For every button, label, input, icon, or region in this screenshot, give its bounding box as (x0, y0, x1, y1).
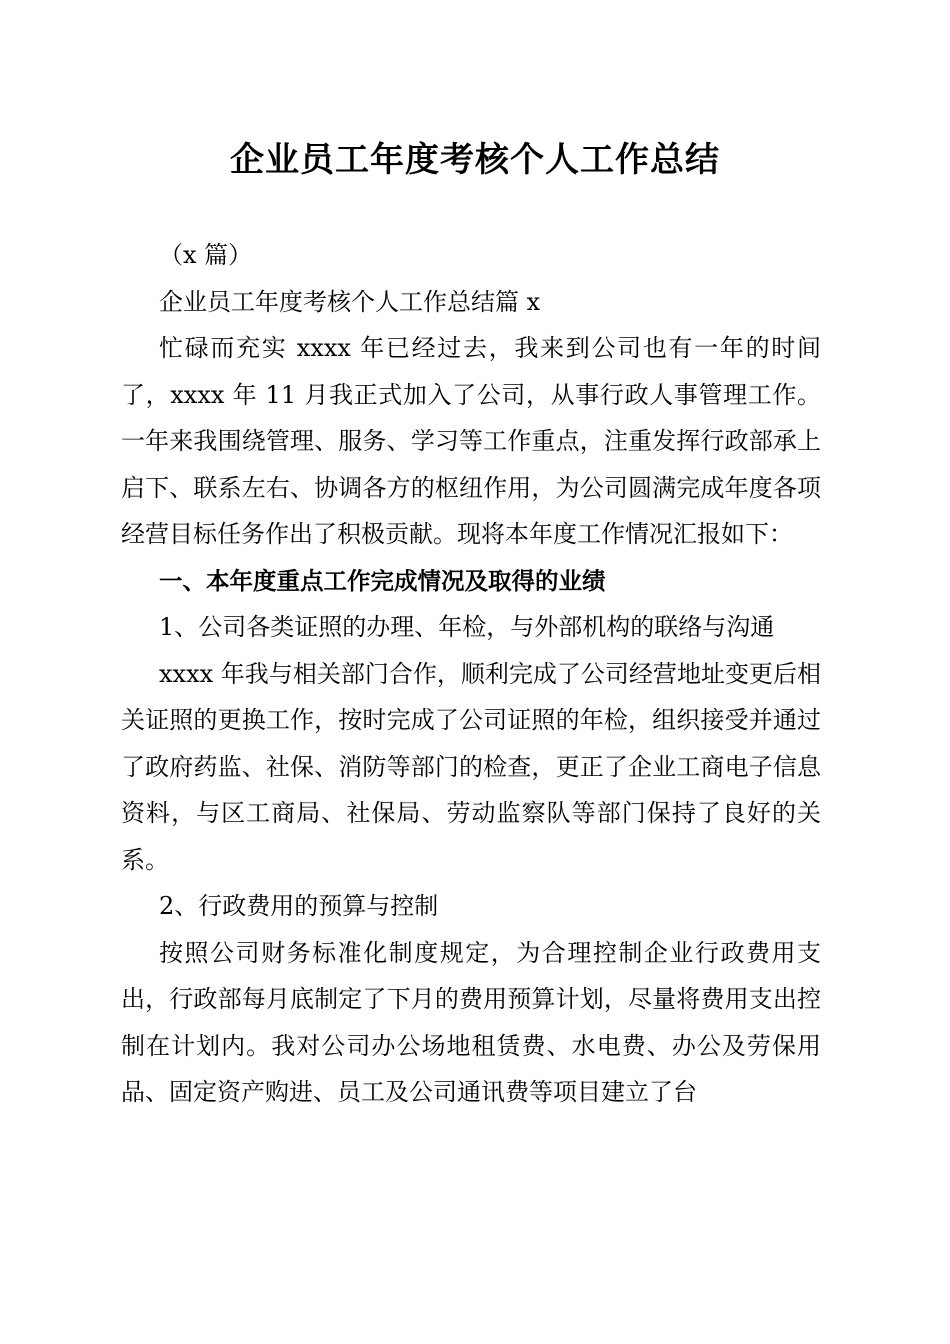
paragraph-subtitle: 企业员工年度考核个人工作总结篇 x (159, 287, 541, 316)
paragraph-item-2-body: 按照公司财务标准化制度规定，为合理控制企业行政费用支出，行政部每月底制定了下月的费用预算计划，尽量将费用支出控制在计划内。我对公司办公场地租赁费、水电费、办公及劳保用品、固定资产购进、员工及公司通讯费等项目建立了台 (121, 938, 821, 1106)
paragraph-item-1-body: xxxx 年我与相关部门合作，顺利完成了公司经营地址变更后相关证照的更换工作，按时完成了公司证照的年检，组织接受并通过了政府药监、社保、消防等部门的检查，更正了企业工商电子信息资料，与区工商局、社保局、劳动监察队等部门保持了良好的关系。 (121, 659, 821, 874)
paragraph-intro: 忙碌而充实 xxxx 年已经过去，我来到公司也有一年的时间了，xxxx 年 11 月我正式加入了公司，从事行政人事管理工作。一年来我围绕管理、服务、学习等工作重点，注重发挥行政部承上启下、联系左右、协调各方的枢纽作用，为公司圆满完成年度各项经营目标任务作出了积极贡献。现将本年度工作情况汇报如下： (121, 334, 821, 548)
document-body (121, 232, 821, 1116)
paragraph-item-2-heading: 2、行政费用的预算与控制 (159, 892, 439, 920)
paragraph-piece-count: （x 篇） (159, 241, 253, 269)
paragraph-item-1-heading: 1、公司各类证照的办理、年检，与外部机构的联络与沟通 (159, 613, 775, 641)
section-heading: 一、本年度重点工作完成情况及取得的业绩 (159, 566, 606, 595)
document-title: 企业员工年度考核个人工作总结 (230, 140, 720, 180)
